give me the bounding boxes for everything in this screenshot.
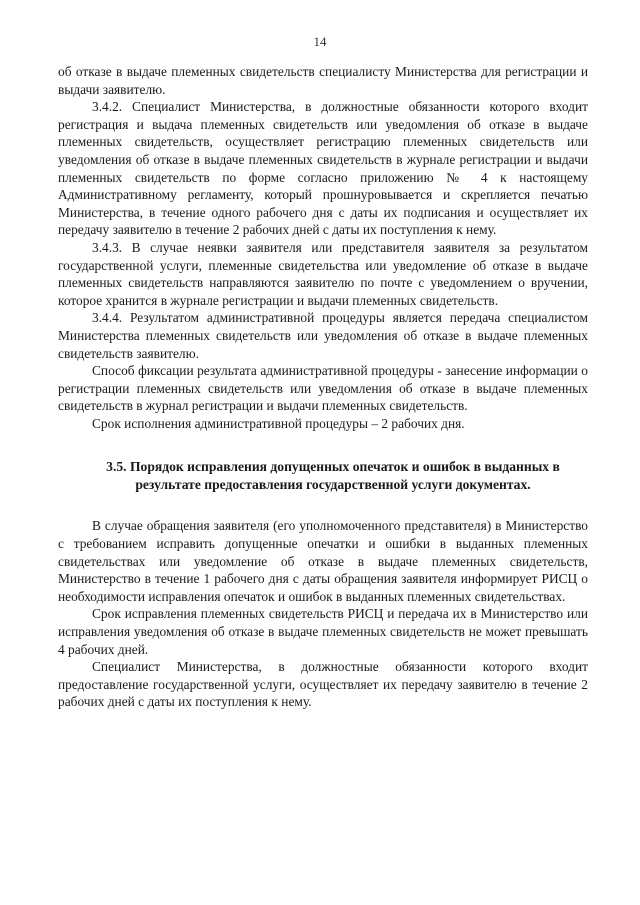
paragraph-3-4-2: 3.4.2. Специалист Министерства, в должностные обязанности которого входит регистрация и выдача племенных свидетельств или уведомления об отказе в выдаче племенных свидетельств, осуществляет регистрацию племенных свидетельств или уведомления об отказе в выдаче племенных свидетельств в журнале регистрации и выдачи племенных свидетельств по форме согласно приложению № 4 к настоящему Административному регламенту, который прошнуровывается и скрепляется печатью Министерства, в течение одного рабочего дня с даты их подписания и осуществляет их передачу заявителю в течение 2 рабочих дней с даты их поступления к нему. [58, 99, 588, 238]
document-body [58, 63, 588, 711]
page-number: 14 [313, 34, 327, 49]
section-heading-3-5: 3.5. Порядок исправления допущенных опечаток и ошибок в выданных в результате предоставления государственной услуги документах. [106, 459, 560, 493]
paragraph-execution-term: Срок исполнения административной процедуры – 2 рабочих дня. [92, 415, 465, 431]
paragraph-correction-request: В случае обращения заявителя (его уполномоченного представителя) в Министерство с требованием исправить допущенные опечатки и ошибки в выданных племенных свидетельствах или уведомление об отказе в выдаче племенных свидетельств, Министерство в течение 1 рабочего дня с даты обращения заявителя информирует РИСЦ о необходимости исправления опечаток и ошибок в выданных племенных свидетельствах. [58, 518, 588, 604]
paragraph-3-4-4: 3.4.4. Результатом административной процедуры является передача специалистом Министерства племенных свидетельств или уведомления об отказе в выдаче племенных свидетельств заявителю. [58, 310, 588, 361]
paragraph-specialist-transfer: Специалист Министерства, в должностные обязанности которого входит предоставление государственной услуги, осуществляет их передачу заявителю в течение 2 рабочих дней с даты их поступления к нему. [58, 659, 588, 710]
paragraph-3-4-3: 3.4.3. В случае неявки заявителя или представителя заявителя за результатом государственной услуги, племенные свидетельства или уведомление об отказе в выдаче племенных свидетельств направляются заявителю по почте с уведомлением о вручении, которое хранится в журнале регистрации и выдачи племенных свидетельств. [58, 239, 588, 308]
paragraph-correction-term: Срок исправления племенных свидетельств РИСЦ и передача их в Министерство или исправления уведомления об отказе в выдаче племенных свидетельств не может превышать 4 рабочих дней. [58, 606, 588, 657]
paragraph-continuation: об отказе в выдаче племенных свидетельств специалисту Министерства для регистрации и выдачи заявителю. [58, 64, 588, 97]
paragraph-fixation-method: Способ фиксации результата административной процедуры - занесение информации о регистрации племенных свидетельств или уведомления об отказе в выдаче племенных свидетельств в журнал регистрации и выдачи племенных свидетельств. [58, 363, 588, 414]
